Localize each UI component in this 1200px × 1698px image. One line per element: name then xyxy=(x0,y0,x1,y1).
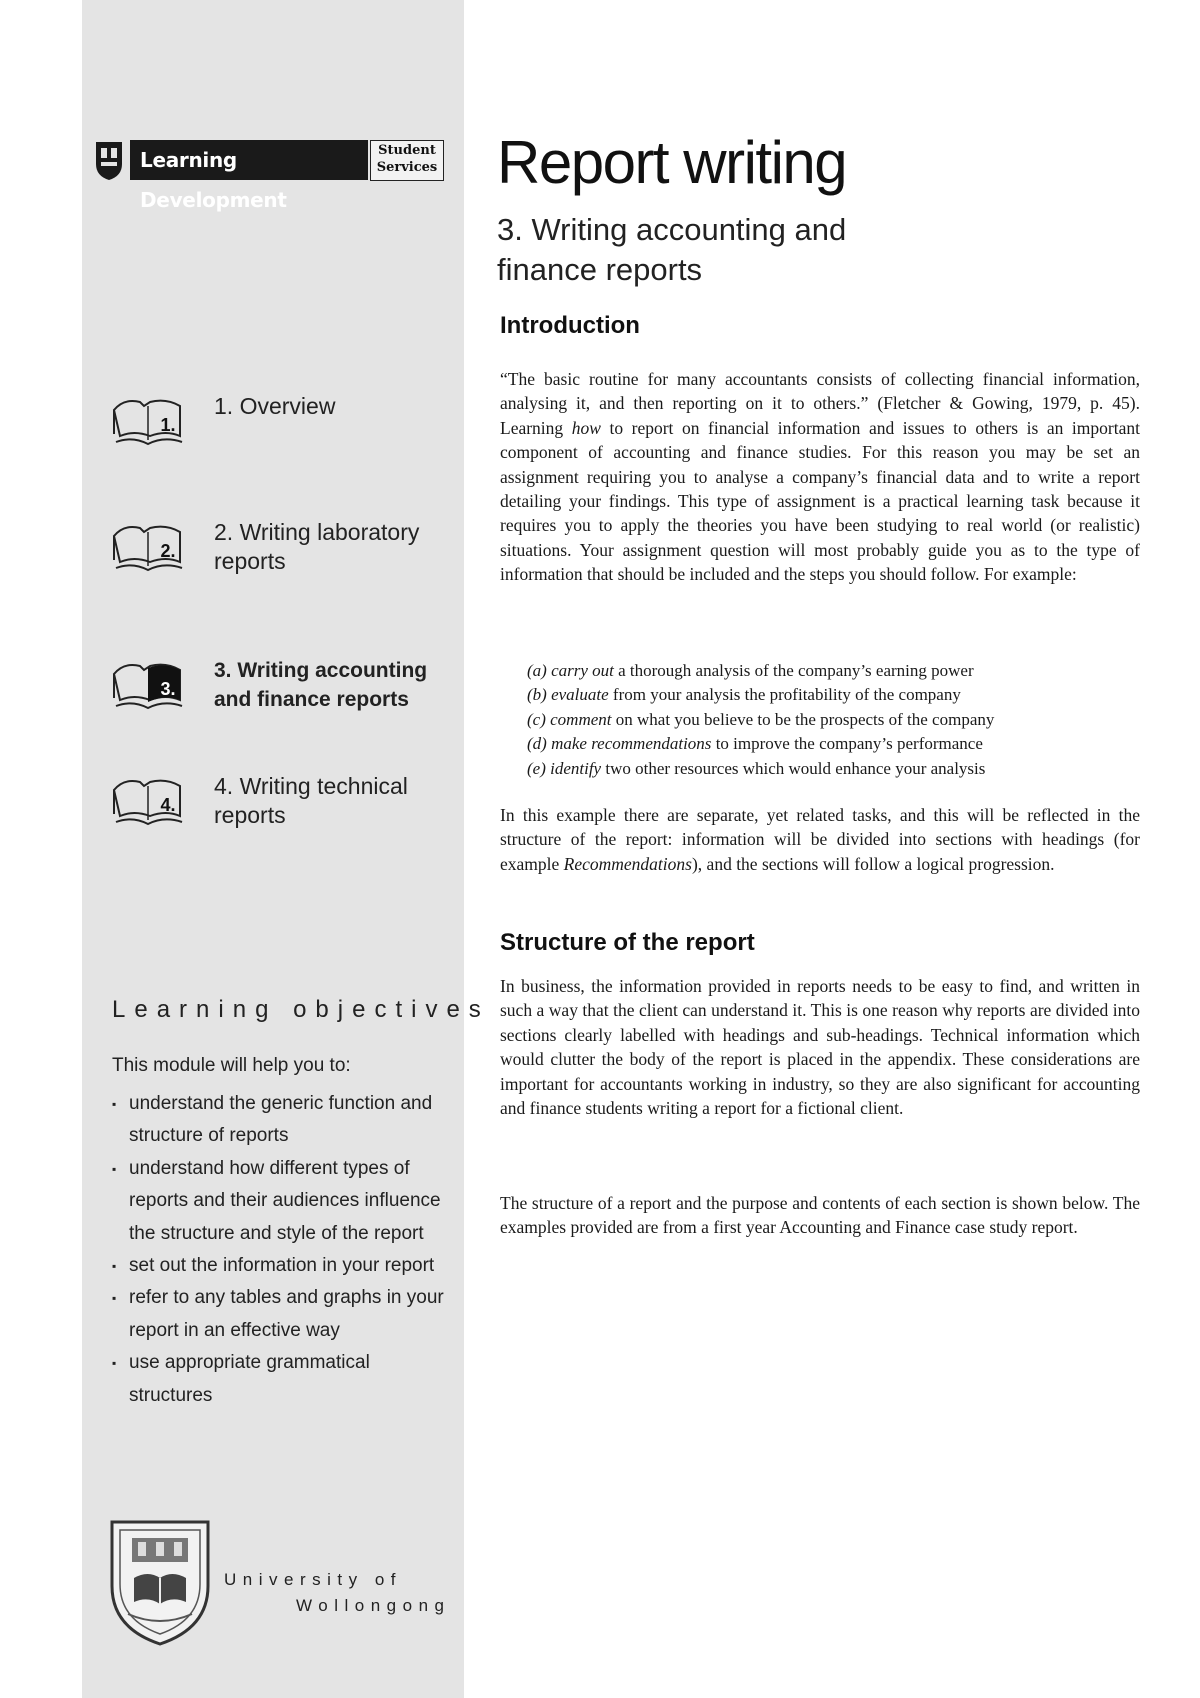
structure-paragraph-2: The structure of a report and the purpose and contents of each section is shown below. The examples provided are from a first year Accounting and Finance case study report. xyxy=(500,1193,1140,1238)
university-crest-icon xyxy=(104,1516,216,1648)
list-item: ▪ understand how different types of reports and their audiences influence the structure and style of the report xyxy=(112,1153,457,1250)
list-item: (d) make recommendations to improve the company’s performance xyxy=(527,734,983,754)
structure-paragraph: In business, the information provided in reports needs to be easy to find, and written in such a way that the client can understand it. This is one reason why reports are divided into sections clearly labelled with headings and sub-headings. Technical information which would clutter the body of the report is placed in the appendix. These considerations are important for accountants working in industry, so they are also significant for accounting and finance students writing a report for a fictional client. xyxy=(500,976,1140,1119)
list-item: ▪ set out the information in your report xyxy=(112,1250,457,1282)
module-number: 4. xyxy=(160,795,176,815)
list-item: ▪ use appropriate grammatical structures xyxy=(112,1347,457,1412)
objectives-list xyxy=(112,1088,457,1412)
university-name-line1: University of xyxy=(224,1570,403,1589)
sidebar xyxy=(82,0,464,1698)
introduction-heading: Introduction xyxy=(500,312,640,339)
logo-text: Learning Development xyxy=(130,140,368,180)
page-title: Report writing xyxy=(497,129,847,196)
logo-box: Student Services xyxy=(370,140,444,181)
module-label: 3. Writing accounting and finance reports xyxy=(214,659,428,711)
introduction-paragraph: “The basic routine for many accountants consists of collecting financial information, analysing it, and then reporting on it to others.” (Fletcher & Gowing, 1979, p. 45). Learning how to report on financial information and issues to others is an important component of accounting and finance studies. For this reason you may be set an assignment requiring you to analyse a company’s financial data and to write a report detailing your findings. This type of assignment is a practical learning task because it requires you to apply the theories you have been studying to real world (or realistic) situations. Your assignment question will most probably guide you as to the type of information that should be included and the steps you should follow. For example: xyxy=(500,369,1140,585)
module-label: 2. Writing laboratory reports xyxy=(214,519,420,574)
module-number: 1. xyxy=(160,415,176,435)
page-subtitle: 3. Writing accounting and finance reports xyxy=(497,212,847,287)
module-label: 1. Overview xyxy=(214,393,336,419)
list-item: (c) comment on what you believe to be the prospects of the company xyxy=(527,709,995,729)
university-name-line2: Wollongong xyxy=(296,1596,451,1615)
structure-heading: Structure of the report xyxy=(500,929,755,956)
module-number: 3. xyxy=(160,679,176,699)
example-tasks-list xyxy=(527,659,1147,781)
learning-development-logo xyxy=(94,138,450,212)
list-item: (b) evaluate from your analysis the profitability of the company xyxy=(527,685,961,705)
list-item: (e) identify two other resources which would enhance your analysis xyxy=(527,758,986,778)
module-number: 2. xyxy=(160,541,176,561)
objectives-title: Learning objectives xyxy=(112,996,490,1023)
list-item: ▪ refer to any tables and graphs in your report in an effective way xyxy=(112,1282,457,1347)
crest-icon xyxy=(94,138,124,182)
list-item: ▪ understand the generic function and structure of reports xyxy=(112,1088,457,1153)
objectives-intro: This module will help you to: xyxy=(112,1055,351,1076)
list-item: (a) carry out a thorough analysis of the company’s earning power xyxy=(527,661,974,680)
introduction-paragraph-2: In this example there are separate, yet related tasks, and this will be reflected in the structure of the report: information will be divided into sections with headings (for example Recommendations), and the sections will follow a logical progression. xyxy=(500,805,1140,874)
module-label: 4. Writing technical reports xyxy=(214,773,408,828)
